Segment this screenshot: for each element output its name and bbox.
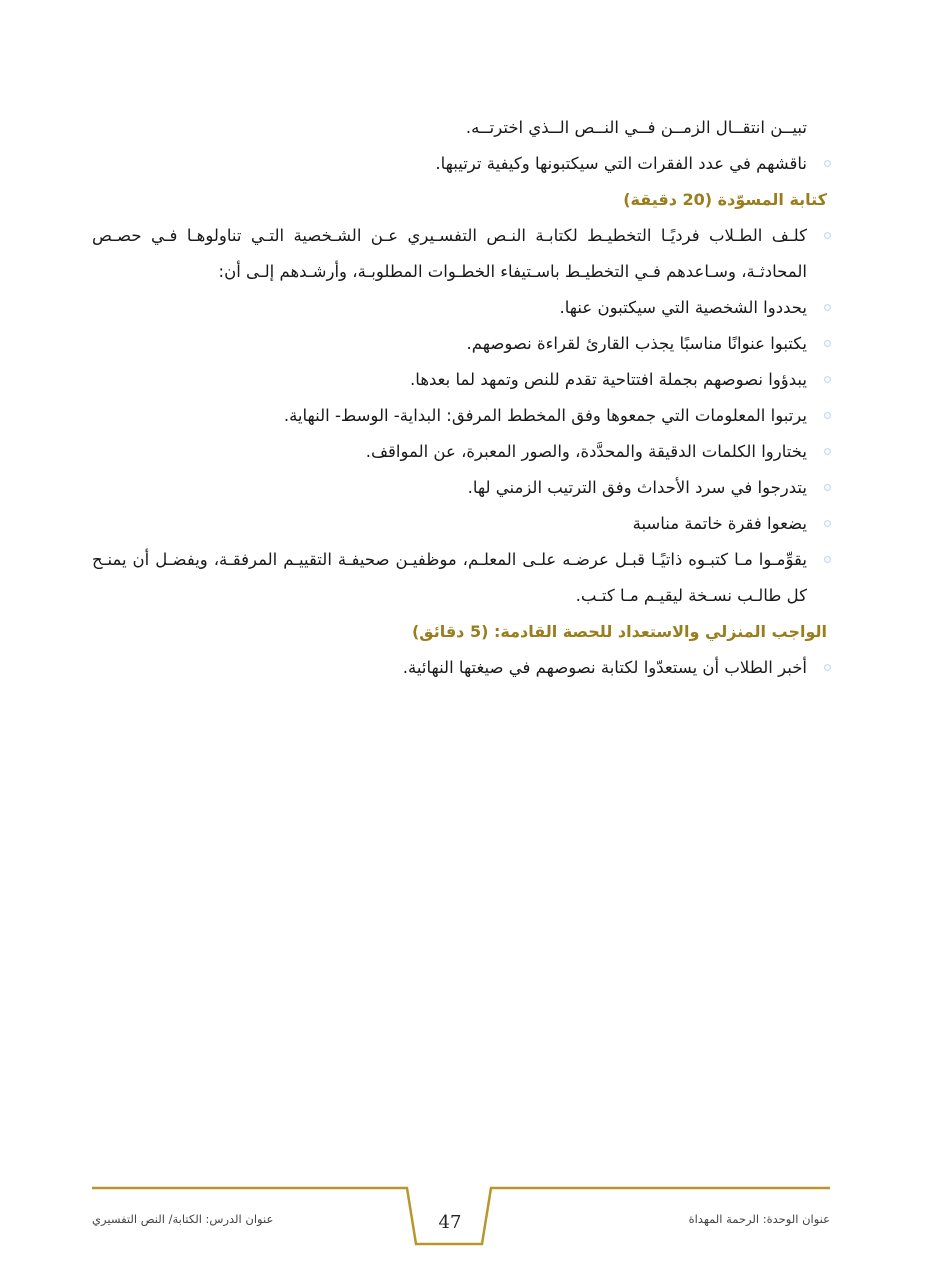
list-item-text: أخبر الطلاب أن يستعدّوا لكتابة نصوصهم في صيغتها النهائية. <box>402 658 807 677</box>
list-item-text: يرتبوا المعلومات التي جمعوها وفق المخطط المرفق: البداية- الوسط- النهاية. <box>283 406 807 425</box>
list-item <box>92 326 827 362</box>
section-heading-draft: كتابة المسوّدة (20 دقيقة) <box>623 190 827 209</box>
list-item-text: ناقشهم في عدد الفقرات التي سيكتبونها وكيفية ترتيبها. <box>435 154 807 173</box>
list-item <box>92 218 827 290</box>
bullet-icon <box>824 664 831 671</box>
bullet-icon <box>824 484 831 491</box>
bullet-icon <box>824 376 831 383</box>
list-item <box>92 650 827 686</box>
bullet-icon <box>824 556 831 563</box>
list-item-text: يحددوا الشخصية التي سيكتبون عنها. <box>559 298 807 317</box>
list-item-text: يتدرجوا في سرد الأحداث وفق الترتيب الزمني لها. <box>467 478 807 497</box>
list-item-text: يقوِّمـوا مـا كتبـوه ذاتيًـا قبـل عرضـه علـى المعلـم، موظفيـن صحيفـة التقييـم المرفقـة، ويفضـل أن يمنـح كل طالـب نسـخة ليقيـم مـا كتـب. <box>92 550 807 605</box>
list-item <box>92 146 827 182</box>
page-number: 47 <box>438 1212 462 1233</box>
bullet-icon <box>824 412 831 419</box>
bullet-icon <box>824 448 831 455</box>
list-item <box>92 470 827 506</box>
list-item-text: يختاروا الكلمات الدقيقة والمحدَّدة، والصور المعبرة، عن المواقف. <box>365 442 807 461</box>
bullet-icon <box>824 232 831 239</box>
list-item-text: يضعوا فقرة خاتمة مناسبة <box>632 514 807 533</box>
list-item-text: يبدؤوا نصوصهم بجملة افتتاحية تقدم للنص وتمهد لما بعدها. <box>410 370 807 389</box>
bullet-icon <box>824 520 831 527</box>
bullet-icon <box>824 340 831 347</box>
list-item <box>92 542 827 614</box>
section-heading-homework: الواجب المنزلي والاستعداد للحصة القادمة: (5 دقائق) <box>411 622 827 641</box>
list-item <box>92 290 827 326</box>
list-item-text: يكتبوا عنوانًا مناسبًا يجذب القارئ لقراءة نصوصهم. <box>466 334 807 353</box>
list-item <box>92 362 827 398</box>
list-item <box>92 506 827 542</box>
list-item-text: كلـف الطـلاب فرديًـا التخطيـط لكتابـة النـص التفسـيري عـن الشـخصية التـي تناولوهـا فـي حصـص المحادثـة، وسـاعدهم فـي التخطيـط باسـتيفاء الخطـوات المطلوبـة، وأرشـدهم إلـى أن: <box>92 226 807 281</box>
continuation-line: تبيــن انتقــال الزمــن فــي النــص الــذي اخترتــه. <box>465 118 807 137</box>
bullet-icon <box>824 160 831 167</box>
lesson-title: عنوان الدرس: الكتابة/ النص التفسيري <box>92 1212 274 1226</box>
list-item <box>92 434 827 470</box>
lesson-content <box>92 110 827 686</box>
list-item <box>92 398 827 434</box>
bullet-icon <box>824 304 831 311</box>
unit-title: عنوان الوحدة: الرحمة المهداة <box>688 1212 830 1226</box>
